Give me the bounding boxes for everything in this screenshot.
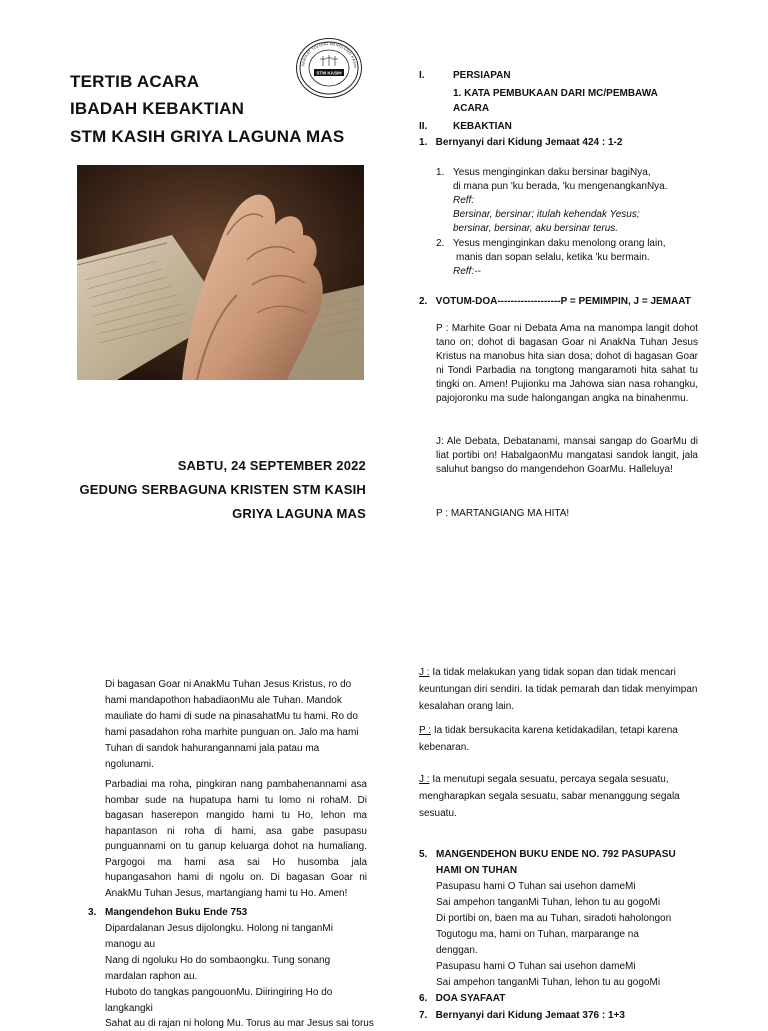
song-753-line-4: mardalan raphon au. bbox=[105, 971, 198, 982]
section-1-item-cont: ACARA bbox=[453, 103, 490, 114]
song-753-line-5: Huboto do tangkas pangouonMu. Diiringiring Ho do bbox=[105, 987, 333, 998]
votum-congregation-text: J: Ale Debata, Debatanami, mansai sangap do GoarMu di liat portibi on! HabalgaonMu mangatasi sandok langit, jala saluhut bangso do mangendehon GoarMu. Halleluya! bbox=[436, 436, 698, 475]
reading-j-2-text: Ia menutupi segala sesuatu, percaya segala sesuatu, mengharapkan segala sesuatu, sabar menanggung segala sesuatu. bbox=[419, 774, 680, 819]
item-5-line-2: HAMI ON TUHAN bbox=[436, 865, 518, 876]
reading-j-2-label: J : bbox=[419, 774, 430, 785]
song-792-line-2: Sai ampehon tanganMi Tuhan, lehon tu au gogoMi bbox=[436, 897, 661, 908]
song-753-line-3: Nang di ngoluku Ho do sombaongku. Tung sonang bbox=[105, 955, 331, 966]
item-3-number: 3. bbox=[88, 907, 97, 918]
item-1-heading: 1. Bernyanyi dari Kidung Jemaat 424 : 1-2 bbox=[419, 137, 623, 148]
section-2-number: II. bbox=[419, 121, 428, 132]
event-date: SABTU, 24 SEPTEMBER 2022 bbox=[177, 458, 366, 473]
song-753-line-1: Dipardalanan Jesus dijolongku. Holong ni tanganMi bbox=[105, 923, 333, 934]
song-792-line-6: Pasupasu hami O Tuhan sai usehon dameMi bbox=[436, 961, 636, 972]
section-1-number: I. bbox=[419, 70, 425, 81]
cover-title-line-3: STM KASIH GRIYA LAGUNA MAS bbox=[70, 127, 345, 146]
section-2-label: KEBAKTIAN bbox=[453, 121, 512, 132]
praying-hands-photo bbox=[77, 165, 364, 380]
song-792-line-4: Togutogu ma, hami on Tuhan, marparange na bbox=[436, 929, 639, 940]
votum-leader-text: P : Marhite Goar ni Debata Ama na manompa langit dohot tano on; dohot di bagasan Goar ni AnakNa Tuhan Jesus Kristus na manobus hita sian dosa; dohot di bagasan Goar ni Tondi Parbadia na tongtong mangaramoti hita sahat tu tingki on. Amen! Pujionku ma Jahowa sian nasa rohangku, pajojoronku ma sude halongangan angka na binahenmu. bbox=[436, 323, 698, 404]
song-753-line-6: langkangki bbox=[105, 1003, 153, 1014]
section-1-label: PERSIAPAN bbox=[453, 70, 511, 81]
item-3-label: Mangendehon Buku Ende 753 bbox=[105, 907, 248, 918]
song-verse-2-number: 2. bbox=[436, 238, 445, 249]
votum-prayer-call: P : MARTANGIANG MA HITA! bbox=[436, 508, 570, 519]
reading-j-1 bbox=[419, 664, 719, 715]
item-5-number: 5. bbox=[419, 849, 428, 860]
item-2-heading: 2. VOTUM-DOA-------------------P = PEMIMPIN, J = JEMAAT bbox=[419, 296, 691, 307]
svg-text:SERIKAT TOLONG MENOLONG KASIH bbox=[297, 39, 357, 69]
song-753-line-2: manogu au bbox=[105, 939, 156, 950]
reading-p-1 bbox=[419, 722, 719, 756]
song-verse-2-line-2: manis dan sopan selalu, ketika 'ku bermain. bbox=[456, 252, 650, 263]
song-792-line-3: Di portibi on, baen ma au Tuhan, siradoti haholongon bbox=[436, 913, 672, 924]
song-reff-line-2: bersinar, bersinar, aku bersinar terus. bbox=[453, 223, 619, 234]
reading-j-2 bbox=[419, 771, 719, 822]
event-location: GRIYA LAGUNA MAS bbox=[232, 506, 366, 521]
song-reff-line-1: Bersinar, bersinar; itulah kehendak Yesus; bbox=[453, 209, 640, 220]
item-5-line-1: MANGENDEHON BUKU ENDE NO. 792 PASUPASU bbox=[436, 849, 676, 860]
reading-j-1-text: Ia tidak melakukan yang tidak sopan dan tidak mencari keuntungan diri sendiri. Ia tidak pemarah dan tidak menyimpan kesalahan orang lain. bbox=[419, 667, 698, 712]
section-1-item: 1. KATA PEMBUKAAN DARI MC/PEMBAWA bbox=[453, 88, 658, 99]
song-792-line-5: denggan. bbox=[436, 945, 478, 956]
item-7-heading: 7. Bernyanyi dari Kidung Jemaat 376 : 1+3 bbox=[419, 1010, 625, 1021]
song-verse-1-line-1: Yesus menginginkan daku bersinar bagiNya, bbox=[453, 167, 651, 178]
reading-p-1-text: Ia tidak bersukacita karena ketidakadilan, tetapi karena kebenaran. bbox=[419, 725, 678, 753]
prayer-paragraph-1: Di bagasan Goar ni AnakMu Tuhan Jesus Kristus, ro do hami mandapothon habadiaonMu ale Tuhan. Mandok mauliate do hami di sude na pinasahatMu tu hami. Ro do hami pasadahon roha marhite punguan on. Jalo ma hami Tuhan di sandok hahurangannami jala patau ma ngolunami. bbox=[105, 679, 359, 770]
song-verse-2-line-1: Yesus menginginkan daku menolong orang lain, bbox=[453, 238, 666, 249]
song-verse-1-number: 1. bbox=[436, 167, 445, 178]
item-6-heading: 6. DOA SYAFAAT bbox=[419, 993, 506, 1004]
cover-title-line-1: TERTIB ACARA bbox=[70, 72, 200, 91]
song-verse-1-line-2: di mana pun 'ku berada, 'ku mengenangkanNya. bbox=[453, 181, 668, 192]
reading-j-1-label: J : bbox=[419, 667, 430, 678]
song-792-line-7: Sai ampehon tanganMi Tuhan, lehon tu au gogoMi bbox=[436, 977, 661, 988]
logo-ring-text: SERIKAT TOLONG MENOLONG KASIH bbox=[301, 41, 358, 69]
stm-kasih-logo bbox=[296, 38, 362, 98]
logo-center-text: STM KASIH bbox=[316, 70, 342, 76]
cover-title-line-2: IBADAH KEBAKTIAN bbox=[70, 99, 245, 118]
song-792-line-1: Pasupasu hami O Tuhan sai usehon dameMi bbox=[436, 881, 636, 892]
song-verse-2-reff: Reff:-- bbox=[453, 266, 481, 277]
reading-p-1-label: P : bbox=[419, 725, 432, 736]
event-venue: GEDUNG SERBAGUNA KRISTEN STM KASIH bbox=[79, 482, 366, 497]
prayer-paragraph-2: Parbadiai ma roha, pingkiran nang pambahenannami asa hombar sude na hupatupa hami tu lomo ni rohaM. Di bagasan haserepon mangido hami tu Ho, lehon ma hapantason ni roha di hami, asa gabe pasupasu punguannami on tu ganup keluarga dohot na humaliang. Pargogoi ma hami asa sai Ho husomba jala hupangasahon hami di ngolu on. Di bagasan Goar ni AnakMu Tuhan Jesus, martangiang hami tu Ho. Amen! bbox=[105, 779, 367, 899]
song-reff-label: Reff: bbox=[453, 195, 475, 206]
song-753-line-7: Sahat au di rajan ni holong Mu. Torus au mar Jesus sai torus bbox=[105, 1018, 374, 1029]
